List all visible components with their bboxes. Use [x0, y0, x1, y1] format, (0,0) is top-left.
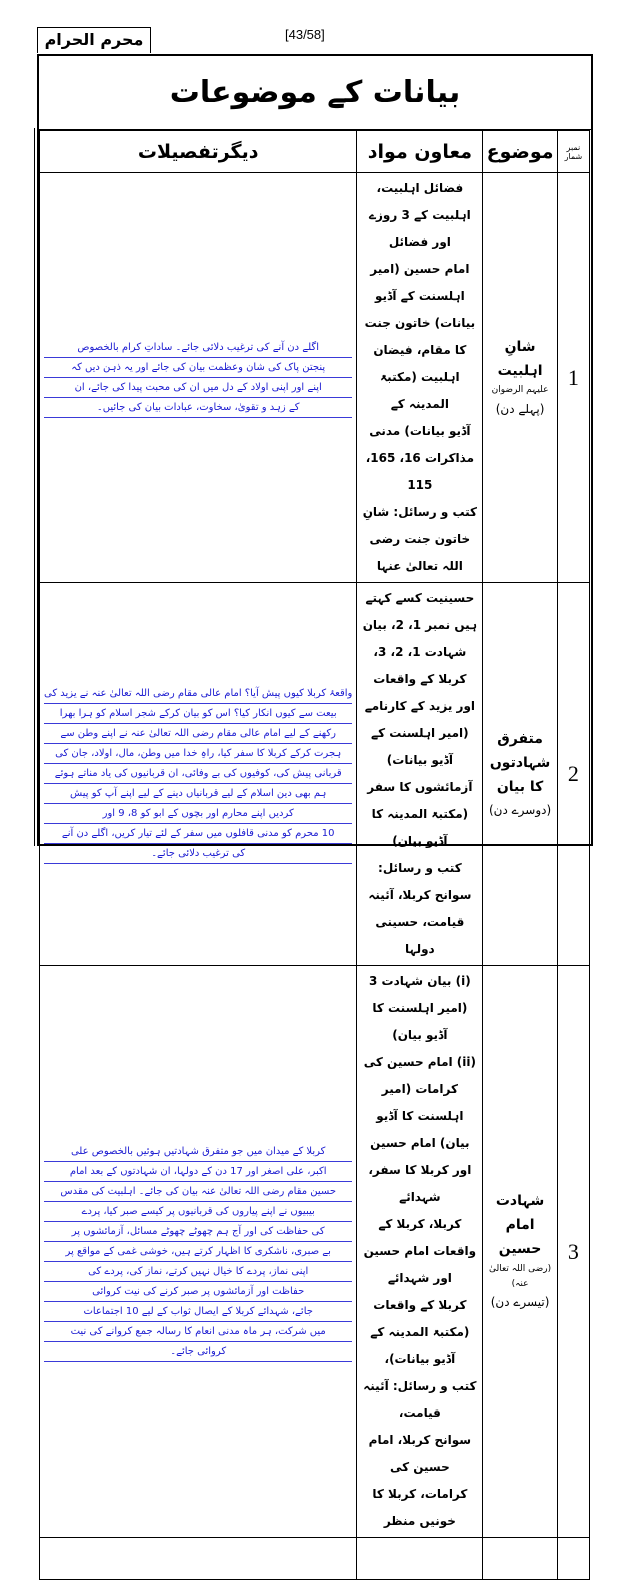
- table-row: [40, 173, 590, 583]
- material-line: شہادت 1، 2، 3، کربلا کے واقعات: [373, 645, 467, 686]
- row-material: [357, 966, 483, 1538]
- row-number: 2: [557, 583, 589, 966]
- topic-title: متفرق شہادتوں کا بیان: [489, 731, 551, 795]
- row-topic: [483, 966, 557, 1538]
- header-topic: موضوع: [483, 131, 557, 173]
- topic-day: (پہلے دن): [495, 401, 545, 416]
- material-line: (ii) امام حسین کی کرامات (امیر اہلسنت کا آڈیو: [363, 1055, 476, 1123]
- details-line: بیعت سے کیوں انکار کیا؟ اس کو بیان کرکے شجر اسلام کو ہرا بھرا: [44, 704, 352, 724]
- material-line: حسینیت کسے کہتے ہیں نمبر 1، 2، بیان: [362, 591, 478, 632]
- row-number: 3: [557, 966, 589, 1538]
- material-line: کربلا، کربلا کے واقعات امام حسین اور شہدائے: [363, 1217, 477, 1285]
- material-line: فضائل اہلبیت، اہلبیت کے 3 روزے اور فضائل: [368, 181, 471, 249]
- table-row: [40, 966, 590, 1538]
- details-line: پنجتن پاک کی شان وعظمت بیان کی جائے اور یہ ذہن دیں کہ: [44, 358, 352, 378]
- details-line: کردیں اپنے محارم اور بچوں کے ابو کو 8، 9 اور: [44, 804, 352, 824]
- details-line: بیبیوں نے اپنے پیاروں کی قربانیوں پر کیسے صبر کیا، پردے: [44, 1202, 352, 1222]
- details-line: اپنی نماز، پردے کا خیال نہیں کرتے، نماز کی، پردے کی: [44, 1262, 352, 1282]
- row-details: [40, 966, 357, 1538]
- material-line: کا مقام، فیضان اہلبیت (مکتبۃ المدینہ کے: [373, 343, 467, 411]
- details-line: کربلا کے میدان میں جو متفرق شہادتیں ہوئیں بالخصوص علی: [44, 1142, 352, 1162]
- topics-table: [39, 130, 590, 1580]
- topic-title: شانِ اہلبیت: [497, 338, 543, 379]
- material-line: کتب و رسائل: سوانح کربلا، آئینہ: [368, 861, 472, 902]
- details-line: واقعۂ کربلا کیوں پیش آیا؟ امام عالی مقام رضی اللہ تعالیٰ عنہ نے یزید کی: [44, 684, 352, 704]
- topic-subtitle: (رضی اللہ تعالیٰ عنہ): [489, 1263, 552, 1289]
- row-material: [357, 173, 483, 583]
- material-line: قیامت، حسینی دولہا: [375, 915, 465, 956]
- material-line: بیان) امام حسین اور کربلا کا سفر، شہدائے: [368, 1136, 472, 1204]
- details-line: اکبر، علی اصغر اور 17 دن کے دولہا، ان شہادتوں کے بعد امام: [44, 1162, 352, 1182]
- header-number: نمبر شمار: [557, 131, 589, 173]
- row-topic: [483, 583, 557, 966]
- header-details: دیگرتفصیلات: [40, 131, 357, 173]
- table-row: [40, 583, 590, 966]
- details-line: ہجرت کرکے کربلا کا سفر کیا، راہِ خدا میں وطن، مال، اولاد، جان کی: [44, 744, 352, 764]
- row-details: [40, 173, 357, 583]
- details-line: اگلے دن آنے کی ترغیب دلائی جائے۔ ساداتِ کرام بالخصوص: [44, 338, 352, 358]
- material-line: سوانح کربلا، امام حسین کی: [368, 1433, 472, 1474]
- material-line: کتب و رسائل: شانِ خاتون جنت رضی اللہ تعالیٰ عنہا: [362, 505, 478, 573]
- details-line: حفاظت اور آزمائشوں پر صبر کرنے کی نیت کروائی: [44, 1282, 352, 1302]
- topic-day: (دوسرے دن): [488, 802, 552, 817]
- details-line: کی ترغیب دلائی جائے۔: [44, 844, 352, 864]
- details-line: میں شرکت، ہر ماہ مدنی انعام کا رسالہ جمع کروانے کی نیت: [44, 1322, 352, 1342]
- header-material: معاون مواد: [357, 131, 483, 173]
- details-line: کروائی جائے۔: [44, 1342, 352, 1362]
- details-line: اپنے اور اپنی اولاد کے دل میں ان کی محبت پیدا کی جائے، ان: [44, 378, 352, 398]
- details-line: کی حفاظت کی اور آج ہم چھوٹے چھوٹے مسائل، آزمائشوں پر: [44, 1222, 352, 1242]
- material-line: (i) بیان شہادت 3 (امیر اہلسنت کا آڈیو بیان): [369, 974, 471, 1042]
- content-frame: [37, 54, 593, 1528]
- row-number: 1: [557, 173, 589, 583]
- row-topic: [483, 173, 557, 583]
- details-line: حسین مقام رضی اللہ تعالیٰ عنہ بیان کی جائے۔ اہلبیت کی مقدس: [44, 1182, 352, 1202]
- details-line: جائے، شہدائے کربلا کے ایصال ثواب کے لیے 10 اجتماعات: [44, 1302, 352, 1322]
- empty-row: [40, 1538, 590, 1580]
- section-label: محرم الحرام: [37, 27, 151, 53]
- page-number: [43/58]: [285, 27, 325, 42]
- details-line: رکھنے کے لیے امام عالی مقام رضی اللہ تعالیٰ عنہ نے اپنے وطن سے: [44, 724, 352, 744]
- details-line: ہم بھی دین اسلام کے لیے قربانیاں دینے کے لیے اپنے آپ کو پیش: [44, 784, 352, 804]
- topic-title: شہادت امام حسین: [495, 1193, 545, 1257]
- material-line: کرامات، کربلا کا خونیں منظر: [372, 1487, 468, 1528]
- material-line: کتب و رسائل: آئینہ قیامت،: [363, 1379, 477, 1420]
- details-line: قربانی پیش کی، کوفیوں کی بے وفائی، ان قربانیوں کی یاد مناتے ہوئے: [44, 764, 352, 784]
- row-details: [40, 583, 357, 966]
- page-title: بیانات کے موضوعات: [39, 56, 591, 130]
- material-line: آڈیو بیانات) مدنی مذاکرات 16، 165، 115: [365, 424, 475, 492]
- material-line: آزمائشوں کا سفر (مکتبۃ المدینہ کا آڈیو بیان): [367, 780, 473, 848]
- material-line: اور یزید کے کارنامے (امیر اہلسنت کے آڈیو بیانات): [364, 699, 476, 767]
- details-line: 10 محرم کو مدنی قافلوں میں سفر کے لئے تیار کریں، اگلے دن آنے: [44, 824, 352, 844]
- material-line: کربلا کے واقعات (مکتبۃ المدینہ کے آڈیو بیانات)،: [370, 1298, 470, 1366]
- topic-day: (تیسرے دن): [490, 1295, 550, 1310]
- details-line: بے صبری، ناشکری کا اظہار کرتے ہیں، خوشی غمی کے مواقع پر: [44, 1242, 352, 1262]
- details-line: کے زہد و تقویٰ، سخاوت، عبادات بیان کی جائیں۔: [44, 398, 352, 418]
- material-line: امام حسین (امیر اہلسنت کے آڈیو بیانات) خاتون جنت: [364, 262, 476, 330]
- topic-subtitle: علیہم الرضوان: [491, 385, 549, 396]
- row-material: [357, 583, 483, 966]
- table-header-row: [40, 131, 590, 173]
